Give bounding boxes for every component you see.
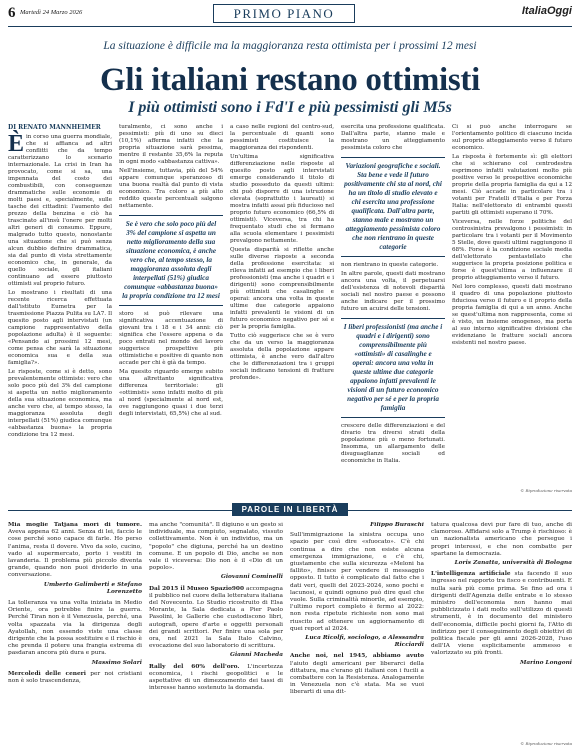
paragraph: in corso una guerra mondiale, che si affianca ad altri conflitti che da tempo caratterizzano lo scenario internazionale. La crisi in Iran ha provocato, come si sa, una impennata del costo dei combustibili, con conseguenze drammatiche sulle economie di molti paesi e, specialmente, sulle tasche dei cittadini: l'aumento del prezzo della benzina e ciò ha trascinato all'insù l'onere per molti altri generi di consumo. Eppure, malgrado tutto questo, nonostante una situazione che si può senza alcun dubbio definire drammatica, sia dal punto di vista strettamente economico che, in generale, da quello sociale, gli italiani continuano ad essere piuttosto ottimisti sul proprio futuro. bbox=[8, 134, 112, 287]
article-column-5 bbox=[452, 124, 572, 486]
letter-lead: Mercoledì delle ceneri bbox=[8, 670, 86, 677]
letter-body: ma anche "comunità". Il digiuno e un gesto sì individuale, ma compiuto, segnalato, vissuto collettivamente. Non è un individuo, ma un "popolo" che digiuna, perché ha un destino comune. E un popolo di Dio, anche se non vale il viceversa: Dio non è il «Dio di un popolo». bbox=[149, 522, 283, 572]
letters-column-2 bbox=[149, 522, 283, 746]
paragraph: Nell'insieme, tuttavia, più del 54% appare comunque speranzoso di una buona realtà dal punto di vista economico. Tra coloro a più alto reddito queste percentuali salgono nettamente. bbox=[119, 168, 223, 209]
paragraph: Viceversa, nelle forze politiche del centrosinistra prevalgono i pessimisti: in particolare tra i votanti per il Movimento 5 Stelle, dove questi ultimi raggiungono il 68%. Forse è la condizione sociale media dell'elettorato pentastellato che suggerisce la propria posizione politica e forse è quest'ultima a influenzare il proprio atteggiamento verso il futuro. bbox=[452, 219, 572, 281]
copyright-note: © Riproduzione riservata bbox=[520, 488, 572, 493]
letter bbox=[8, 671, 142, 685]
paragraph: crescere delle differenziazioni e del divario tra diversi strati della popolazione più o meno fortunati. Insomma, un allargamento delle disuguaglianze sociali ed economiche in Italia. bbox=[341, 423, 445, 464]
letter-body: accompagna il pubblico nel cuore della letteratura italiana del Novecento. Lo Studio ricostruito di Elsa Morante, la Sala dedicata a Pier Paolo Pasolini, le Gallerie che custodiscono libri, autografi, opere d'arte e oggetti personali dei grandi scrittori. Per finire una sola per ora, nel 2021 la Sala Italo Calvino, evocazione del suo laboratorio di scrittura. bbox=[149, 585, 283, 650]
dropcap: È bbox=[8, 131, 25, 157]
letters-column-3 bbox=[290, 522, 424, 746]
letter bbox=[149, 586, 283, 651]
letter-signature: Massimo Solari bbox=[91, 659, 142, 666]
byline: DI RENATO MANNHEIMER bbox=[8, 124, 101, 131]
letter-body: l'aiuto degli americani per liberarci della dittatura, ma c'erano gli italiani con i fucili a combattere con la Resistenza. Analogamente in Venezuela non c'è stata. Ma se vuoi liberarti di una dit- bbox=[290, 660, 424, 696]
paragraph: Questa disparità si riflette anche sulle diverse risposte a seconda della professione esercitata: si rileva infatti ad esempio che i liberi professionisti (ma anche i quadri e i dirigenti) sono comprensibilmente più ottimisti che casalinghe e operai: ancora una volta in queste ultime due categorie appaiono infatti prevalenti le visioni di un futuro economico negativo per sé e per la propria famiglia. bbox=[230, 247, 334, 330]
paragraph: a caso nelle regioni del centro-sud, la percentuale di quanti sono pessimisti costituisce la maggioranza dei rispondenti. bbox=[230, 124, 334, 151]
paragraph: La risposta è fortemente sì: gli elettori che si schierano col centrodestra esprimono infatti valutazioni molto più positive verso le prospettive economiche proprie della propria famiglia da qui a 12 mesi. Ciò accade in particolare tra i votanti per Fratelli d'Italia e per Forza Italia: nell'elettorato di entrambi questi partiti gli ottimisti superano il 70%. bbox=[452, 154, 572, 216]
pull-quote: Se è vero che solo poco più del 3% del campione si aspetta un netto miglioramento della sua situazione economica, è anche vero che, al tempo stesso, la maggioranza assoluta degli interpellati (51%) giudica comunque «abbastanza buona» la propria condizione tra 12 mesi bbox=[119, 215, 223, 306]
letter-lead: Anche noi, nel 1945, abbiamo avuto bbox=[290, 653, 424, 660]
paragraph: Le risposte, come si è detto, sono prevalentemente ottimiste: vero che solo poco più del 3% del campione si aspetta un netto miglioramento della sua situazione economica, ma anche vero che, al tempo stesso, la maggioranza assoluta degli interpellati (51%) giudica comunque «abbastanza buona» la propria condizione tra 12 mesi. bbox=[8, 369, 112, 438]
letter-lead: Rally del 60% dell'oro. bbox=[149, 663, 240, 670]
letter-lead: Dal 2015 il Museo Spazio900 bbox=[149, 585, 245, 592]
article-column-4 bbox=[341, 124, 445, 494]
paragraph: turalmente, ci sono anche i pessimisti: più di uno su dieci (10,1%) afferma infatti che la propria situazione sarà pessima, mentre il restante 35,6% la reputa in ogni modo «abbastanza cattiva». bbox=[119, 124, 223, 165]
paragraph: Nel loro complesso, questi dati mostrano il quadro di una popolazione piuttosto fiduciosa verso il futuro e il proprio della propria famiglia di qui a un anno. Anche se quest'ultima non rappresenta, come si è visto, un insieme omogeneo, ma porta al suo interno significative divisioni che evidenziano le fratture sociali ancora esistenti nel nostro paese. bbox=[452, 284, 572, 346]
letter-lead: L'intelligenza artificiale bbox=[431, 571, 511, 578]
paragraph: Lo mostrano i risultati di una recente ricerca effettuata dall'istituto Eumetra per la trasmissione Piazza Pulita su LA7. Il quesito posto agli intervistati (un campione rappresentativo della popolazione adulta) è il seguente: «Pensando ai prossimi 12 mesi, come pensa che sarà la situazione economica sua e della sua famiglia?». bbox=[8, 290, 112, 366]
letter-signature: Filippo Buraschi bbox=[370, 522, 424, 528]
paragraph: Ci si può anche interrogare se l'orientamento politico di ciascuno incida sul proprio atteggiamento verso il futuro economico. bbox=[452, 124, 572, 151]
letter-signature: Loris Zanatta, università di Bologna bbox=[454, 560, 572, 567]
letter-signature: Luca Ricolfi, sociologo, a Alessandra Ricciardi bbox=[305, 635, 424, 649]
pull-quote: Variazioni geografiche e sociali. Sta bene e vede il futuro positivamente chi sta al nord, chi ha un titolo di studio elevato e chi esercita una professione qualificata. Dall'altra parte, stanno male e mostrano un atteggiamento pessimista coloro che non rientrano in queste categorie bbox=[341, 157, 445, 257]
article-headline: Gli italiani restano ottimisti bbox=[100, 62, 480, 98]
paragraph: non rientrano in queste categorie. bbox=[341, 262, 439, 268]
paragraph: Ma quesito riguardo emerge subito una altrettanto significativa differenza territoriale: gli «ottimisti» sono infatti molto di più al nord (specialmente al nord est, ove raggiungono quasi i due terzi degli intervistati, 65,5%) che al sud. bbox=[119, 369, 223, 417]
letter-signature: Marino Longoni bbox=[519, 659, 572, 666]
paragraph: esercita una professione qualificata. Dall'altra parte, stanno male e mostrano un atteggiamento pessimista coloro che bbox=[341, 124, 445, 151]
letter bbox=[149, 664, 283, 693]
letters-column-1 bbox=[8, 522, 142, 746]
pull-quote: I liberi professionisti (ma anche i quadri e i dirigenti) sono comprensibilmente più «ottimisti» di casalinghe e operai: ancora una volta in queste ultime due categorie appaiono infatti prevalenti le visioni di un futuro economico negativo per sé e per la propria famiglia bbox=[341, 318, 445, 418]
letter-signature: Giovanni Cominelli bbox=[220, 574, 283, 581]
article-subheadline: I più ottimisti sono i Fd'I e più pessimisti gli M5s bbox=[128, 99, 452, 116]
letter-lead: Mia moglie Tatjana morì di tumore. bbox=[8, 522, 142, 528]
section-label: PRIMO PIANO bbox=[213, 4, 355, 23]
letter-signature: Gianni Macheda bbox=[230, 652, 283, 659]
page-number: 6 bbox=[8, 5, 16, 21]
issue-date: Martedì 24 Marzo 2026 bbox=[20, 9, 83, 16]
brand-logo: ItaliaOggi bbox=[521, 5, 572, 17]
paragraph: In altre parole, questi dati mostrano ancora una volta, il perpetuarsi dell'esistenza di notevoli disparità sociali nel nostro paese e possono anche indicare per il prossimo futuro un acuirsi delle tensioni. bbox=[341, 271, 445, 312]
letter-body: tatura qualcosa devi pur fare di tuo, anche di clamoroso. Affidarsi solo a Trump è rischioso: è un nazionalista americano che persegue i propri interessi, e che non combatte per spartane la democrazia. bbox=[431, 522, 572, 557]
letter-body: Sull'immigrazione la sinistra occupa uno spazio per così dire «sfuocato». C'è chi continua a dire che non esiste alcuna emergenza immigrazione, e c'è chi, giustamente che sulla sicurezza «Meloni ha fallito», finisce per vendere il messaggio opposto. Il tutto è complicato dal fatto che i dati veri, quelli del 2023-2024, sono pochi e lacunosi, e quindi ognuno può dire quel che vuole. Sulla criminalità minorile, ad esempio, l'ultimo report completo è fermo al 2022: non resta ripetute richieste non sono mai riuscito ad ottenere un aggiornamento di quei report al 2024. bbox=[290, 532, 424, 632]
letter-signature: Umberto Galimberti e Stefano Lorenzetto bbox=[43, 581, 142, 595]
header-rule bbox=[8, 26, 572, 27]
copyright-note: © Riproduzione riservata bbox=[520, 741, 572, 746]
letter bbox=[290, 653, 424, 696]
letter-body: Aveva appena 62 anni. Senza di lei, faccio le cose perché sono capace di farle. Ho perso l'anima, resta il dovere. Vivo da solo, cucino, vado al supermercato, porto i vestiti in lavanderia. Il problema più piccolo diventa grande, quando non puoi dividerlo in una conversazione. bbox=[8, 529, 142, 579]
article-column-1 bbox=[8, 124, 112, 494]
article-column-3 bbox=[230, 124, 334, 494]
letter-body: per noi cristiani non è solo trascendenza, bbox=[8, 670, 142, 685]
paragraph: storo si può rilevare una significativa accentuazione di giovani tra i 18 e i 34 anni: ciò significa che l'essere appena o da poco entrati nel mondo del lavoro suggerisce prospettive più ottimistiche e positive di quanto non accade per chi è già da tempo. bbox=[119, 311, 223, 366]
letter bbox=[8, 522, 142, 580]
letters-column-4 bbox=[431, 522, 572, 738]
letter bbox=[431, 571, 572, 657]
section-title: PAROLE IN LIBERTÀ bbox=[232, 503, 348, 516]
letter-body: L'incertezza economica, i rischi geopolitici e le aspettative di un dimezzamento dei tassi di interesse hanno sostenuto la domanda. bbox=[149, 663, 283, 692]
article-column-2 bbox=[119, 124, 223, 494]
paragraph: Tutto ciò suggerisce che se è vero che da un verso la maggioranza assoluta della popolazione appare ottimista, è anche vero dall'altro che le differenziazioni tra i gruppi sociali indicano tensioni di fratture profonde». bbox=[230, 333, 334, 381]
letter-body: sta facendo il suo ingresso nel rapporto tra fisco e contribuenti. E nulla sarà più come prima. Se fino ad ora i dirigenti dell'Agenzia delle entrate e lo stesso ministro dell'economia non hanno mai pubblicizzato i dati molto sull'utilizzo di questi strumenti, è in documento del ministero dell'economia, difficile pochi giorni fa, l'Atto di indirizzo per il conseguimento degli obiettivi di politica fiscale per gli anni 2026-2028, l'uso dell'IA viene esplicitamente ammesso e valorizzato su più fronti. bbox=[431, 571, 572, 657]
paragraph: Un'ultima significativa differenziazione nelle risposte al quesito posto agli intervistati emerge considerando il titolo di studio posseduto da questi ultimi: chi può disporre di una istruzione elevata (soprattutto i laureati) si mostra infatti assai più fiducioso nel proprio futuro economico (66,5% di ottimisti). Viceversa, tra chi ha frequentato studi che si fermano alla scuola elementare i pessimisti prevalgono nettamente. bbox=[230, 154, 334, 244]
letter-body: La tolleranza va una volta iniziata in Medio Oriente, ora potrebbe finire la guerra. Perché Tiran non è il Venezuela, perché, una volta spazzata via la dirigenza degli Ayatollah, non essendo viste una classe dirigente che la possa sostituire e il rischio è che prenda il potere una frangia estrema di pasdaran ancora più dura e pura. bbox=[8, 600, 142, 657]
article-kicker: La situazione è difficile ma la maggioranza resta ottimista per i prossimi 12 mesi bbox=[103, 40, 477, 52]
